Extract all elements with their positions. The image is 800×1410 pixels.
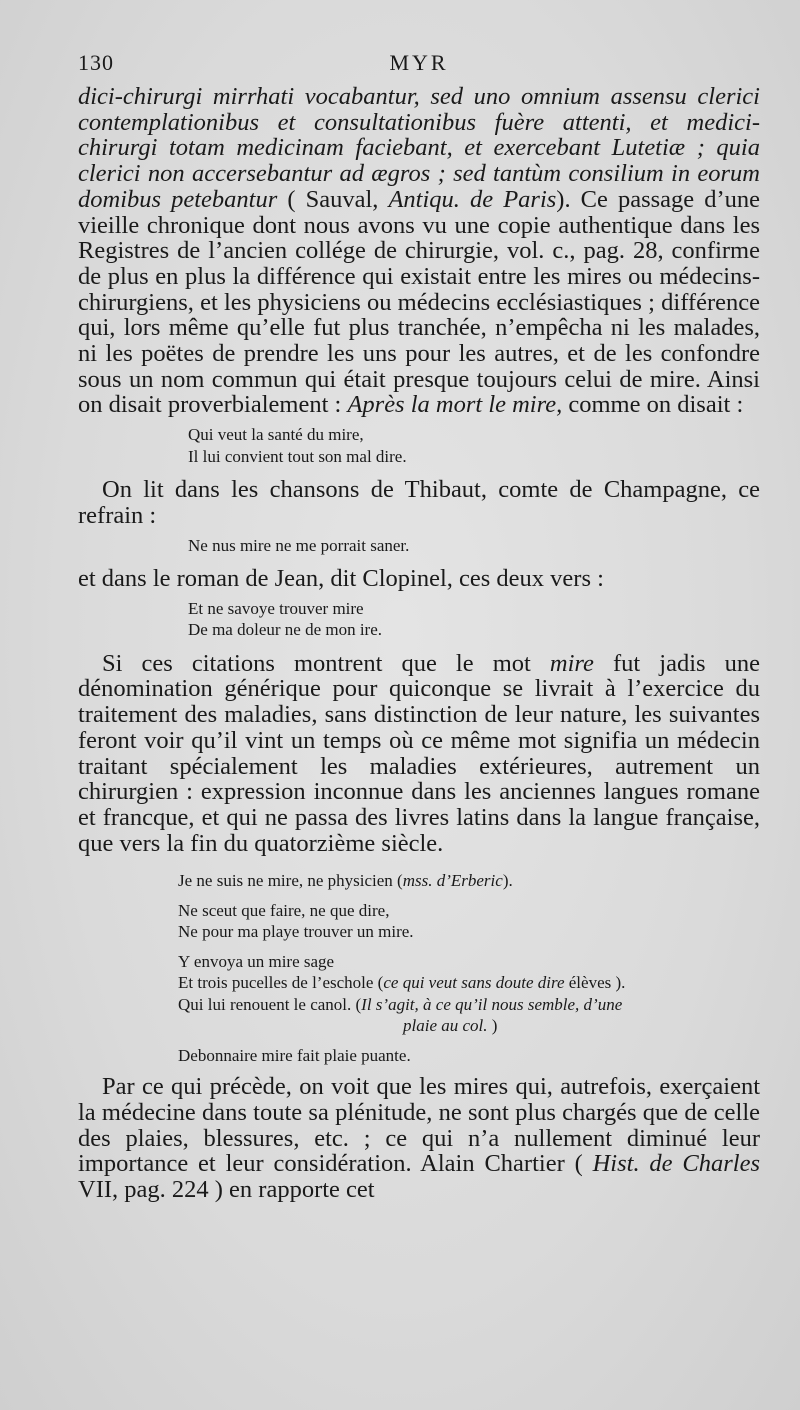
page-body — [78, 84, 760, 1203]
paragraph-1 — [78, 84, 760, 418]
verse-line: De ma doleur ne de mon ire. — [188, 620, 383, 640]
verse-line: Il lui convient tout son mal dire. — [188, 446, 407, 466]
verse-line: Et trois pucelles de l’eschole (ce qui veut sans doute dire élèves ). — [178, 973, 626, 993]
text: comme on disait : — [562, 391, 744, 419]
paragraph-3: et dans le roman de Jean, dit Clopinel, ces deux vers : — [78, 565, 604, 593]
term: mire — [549, 649, 594, 677]
verse-line: plaie au col. ) — [403, 1016, 498, 1036]
verse-line: Debonnaire mire fait plaie puante. — [178, 1045, 411, 1065]
text: Si ces citations montrent que le mot — [102, 649, 550, 677]
verse-3 — [78, 598, 760, 641]
verse-1 — [78, 424, 760, 467]
verse-line: Ne nus mire ne me porrait saner. — [188, 535, 410, 555]
citation: Hist. de Charles — [592, 1150, 761, 1178]
paragraph-5 — [78, 1074, 760, 1203]
page-number: 130 — [78, 50, 114, 75]
latin-quote: dici-chirurgi mirrhati vocabantur, sed uno omnium assensu clerici contemplationibus et consultationibus fuère attenti, et medici-chirurgi totam medicinam faciebant, et exercebant Lutetiæ ; quia clerici non accersebantur ad ægros ; sed tantùm consilium in eorum domibus petebantur — [78, 83, 760, 213]
verse-line: Y envoya un mire sage — [178, 951, 335, 971]
verse-line: Je ne suis ne mire, ne physicien (mss. d’Erberic). — [178, 871, 513, 891]
running-title: MYR — [389, 50, 449, 75]
citation: Antiqu. de Paris — [388, 185, 557, 213]
text: Par ce qui précède, on voit que les mires qui, autrefois, exerçaient la médecine dans toute sa plénitude, ne sont plus chargés que de celle des plaies, blessures, etc. ; ce qui n’a nullement diminué leur importance et leur considération. Alain Chartier ( — [78, 1073, 760, 1178]
verse-line: Et ne savoye trouver mire — [188, 598, 364, 618]
paragraph-2: On lit dans les chansons de Thibaut, comte de Champagne, ce refrain : — [78, 476, 760, 529]
text: fut jadis une dénomination générique pour quiconque se livrait à l’exercice du traitement des maladies, sans distinction de leur nature, les suivantes feront voir qu’il vint un temps où ce même mot signifia un médecin traitant spécialement les maladies extérieures, autrement un chirurgien : expression inconnue dans les anciennes langues romane et francque, et qui ne passa des livres latins dans la langue française, que vers la fin du quatorzième siècle. — [78, 649, 760, 857]
verse-2 — [78, 535, 760, 557]
verse-line: Qui veut la santé du mire, — [188, 425, 364, 445]
verse-line: Ne sceut que faire, ne que dire, — [178, 900, 390, 920]
verse-line: Qui lui renouent le canol. (Il s’agit, à ce qu’il nous semble, d’une — [178, 994, 623, 1014]
text: ( Sauval, — [277, 185, 389, 213]
text: ). Ce passage d’une vieille chronique dont nous avons vu une copie authentique dans les Registres de l’ancien collége de chirurgie, vol. c., pag. 28, confirme de plus en plus la différence qui existait entre les mires ou médecins-chirurgiens, et les physiciens ou médecins ecclésiastiques ; différence qui, lors même qu’elle fut plus tranchée, n’empêcha ni les malades, ni les poëtes de prendre les uns pour les autres, et de les confondre sous un nom commun qui était presque toujours celui de mire. Ainsi on disait proverbialement : — [78, 185, 760, 419]
proverb: Après la mort le mire, — [347, 391, 563, 419]
text: VII, pag. 224 ) en rapporte cet — [78, 1176, 375, 1204]
running-header — [78, 50, 760, 84]
verse-4 — [78, 870, 760, 1066]
verse-line: Ne pour ma playe trouver un mire. — [178, 922, 414, 942]
paragraph-4 — [78, 651, 760, 857]
